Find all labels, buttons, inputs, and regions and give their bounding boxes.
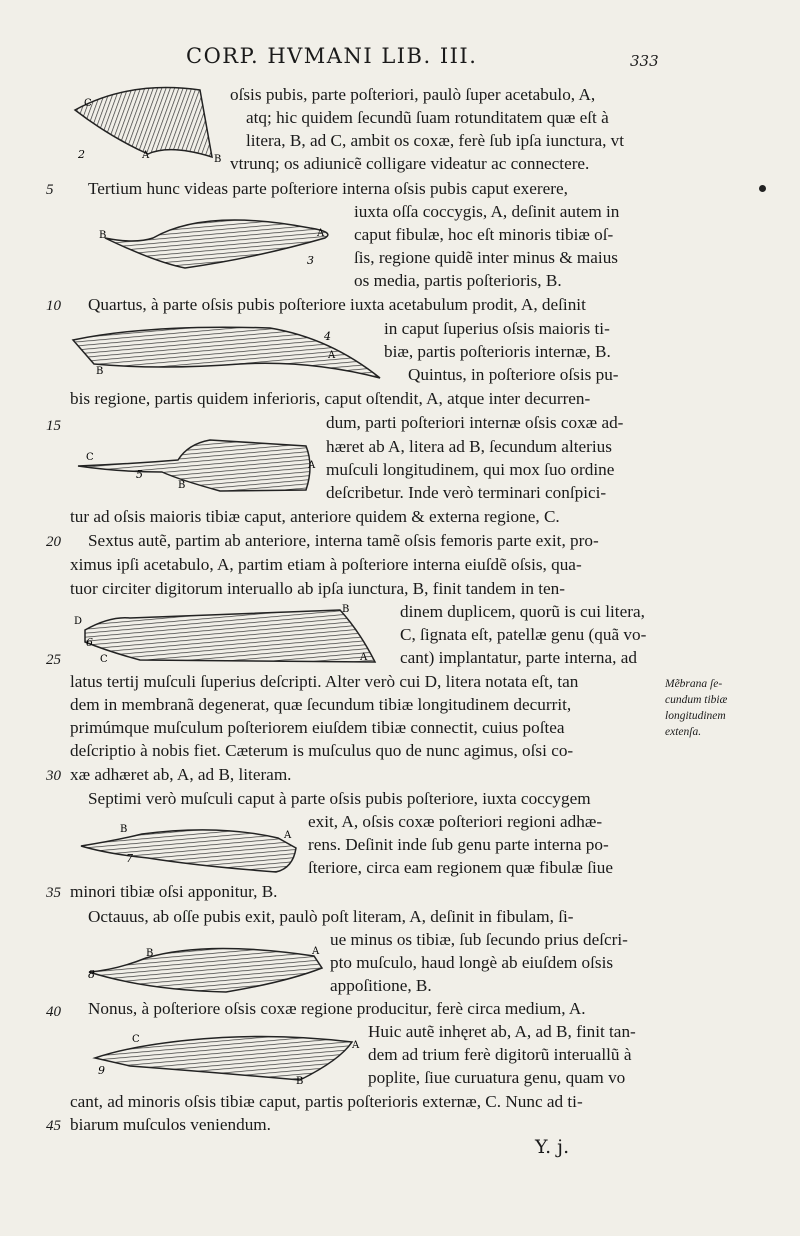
fig-label: B (178, 480, 186, 491)
text-line: exit, A, oſsis coxæ poſteriori regioni adhæ- (308, 812, 603, 831)
fig-label: A (360, 652, 368, 663)
running-header: CORP. HVMANI LIB. III. (186, 44, 478, 68)
text-line: appoſitione, B. (330, 976, 432, 995)
fig-number: 5 (136, 468, 143, 481)
text-line: Nonus, à poſteriore oſsis coxæ regione producitur, ferè circa medium, A. (88, 999, 586, 1018)
text-line: hæret ab A, litera ad B, ſecundum alterius (326, 437, 612, 456)
muscle-3-woodcut (95, 208, 340, 278)
ink-spot (759, 185, 766, 192)
margin-note (665, 676, 727, 740)
line-number: 35 (46, 885, 61, 901)
text-line: os media, partis poſterioris, B. (354, 271, 562, 290)
fig-number: 9 (98, 1064, 105, 1077)
margin-note-line: extenſa. (665, 726, 702, 738)
text-line: cant, ad minoris oſsis tibiæ caput, partis poſterioris externæ, C. Nunc ad ti- (70, 1092, 583, 1111)
fig-label: A (312, 946, 320, 957)
fig-number: 3 (307, 254, 314, 267)
margin-note-line: cundum tibiæ (665, 694, 728, 706)
text-line: iuxta oſſa coccygis, A, deſinit autem in (354, 202, 620, 221)
text-line: tuor circiter digitorum interuallo ab ipſa iunctura, B, finit tandem in ten- (70, 579, 565, 598)
text-line: Septimi verò muſculi caput à parte oſsis pubis poſteriore, iuxta coccygem (88, 789, 591, 808)
text-line: ſteriore, circa eam regionem quæ fibulæ ſiue (308, 858, 613, 877)
line-number: 10 (46, 298, 61, 314)
text-line: rens. Deſinit inde ſub genu parte interna po- (308, 835, 609, 854)
muscle-9-woodcut (90, 1028, 365, 1086)
muscle-8-woodcut (86, 940, 326, 998)
text-line: C, ſignata eſt, patellæ genu (quã vo- (400, 625, 647, 644)
line-number: 5 (46, 182, 54, 198)
text-line: dinem duplicem, quorũ is cui litera, (400, 602, 645, 621)
line-number: 15 (46, 418, 61, 434)
text-line: ſis, regione quidẽ inter minus & maius (354, 248, 618, 267)
muscle-4-woodcut (70, 318, 385, 382)
fig-label: B (342, 604, 350, 615)
fig-label: A (317, 228, 325, 239)
fig-number: 7 (126, 852, 133, 865)
fig-label: A (284, 830, 292, 841)
text-line: ximus ipſi acetabulo, A, partim etiam à poſteriore interna eiuſdẽ oſsis, qua- (70, 555, 582, 574)
fig-number: 8 (88, 968, 95, 981)
text-line: Tertium hunc videas parte poſteriore interna oſsis pubis caput exerere, (88, 179, 568, 198)
text-line: xæ adhæret ab, A, ad B, literam. (70, 765, 292, 784)
muscle-7-woodcut (78, 820, 300, 878)
fig-label: A (142, 150, 150, 161)
text-line: tur ad oſsis maioris tibiæ caput, anteriore quidem & externa regione, C. (70, 507, 560, 526)
text-line: vtrunq; os adiunicẽ colligare videatur ac connectere. (230, 154, 590, 173)
fig-label: D (74, 616, 83, 627)
line-number: 20 (46, 534, 61, 550)
text-line: dem ad trium ferè digitorũ interuallũ à (368, 1045, 632, 1064)
text-line: biæ, partis poſterioris internæ, B. (384, 342, 611, 361)
line-number: 40 (46, 1004, 61, 1020)
fig-label: A (308, 460, 316, 471)
muscle-5-woodcut (70, 436, 320, 498)
text-line: dum, parti poſteriori internæ oſsis coxæ ad- (326, 413, 624, 432)
text-line: bis regione, partis quidem inferioris, caput oſtendit, A, atque inter decurren- (70, 389, 591, 408)
muscle-6-woodcut (70, 602, 380, 670)
line-number: 25 (46, 652, 61, 668)
fig-number: 2 (78, 148, 85, 161)
margin-note-line: Mẽbrana ſe- (665, 678, 723, 690)
text-line: Quintus, in poſteriore oſsis pu- (408, 365, 619, 384)
line-number: 30 (46, 768, 61, 784)
text-line: minori tibiæ oſsi apponitur, B. (70, 882, 278, 901)
text-line: dem in membranã degenerat, quæ ſecundum tibiæ longitudinem decurrit, (70, 695, 572, 714)
signature-mark: Y. j. (535, 1136, 570, 1158)
text-line: Sextus autẽ, partim ab anteriore, interna tamẽ oſsis femoris parte exit, pro- (88, 531, 599, 550)
text-line: biarum muſculos veniendum. (70, 1115, 271, 1134)
fig-label: B (146, 948, 154, 959)
fig-label: A (352, 1040, 360, 1051)
text-line: pto muſculo, haud longè ab eiuſdem oſsis (330, 953, 614, 972)
text-line: poplite, ſiue curuatura genu, quam vo (368, 1068, 626, 1087)
fig-label: B (96, 366, 104, 377)
fig-number: 6 (86, 636, 93, 649)
text-line: atq; hic quidem ſecundũ ſuam rotunditatem quæ eſt à (246, 108, 609, 127)
text-line: deſcriptio à nobis fiet. Cæterum is muſculus quo de nunc agimus, oſsi co- (70, 741, 574, 760)
fig-label: B (296, 1076, 304, 1086)
text-line: caput fibulæ, hoc eſt minoris tibiæ oſ- (354, 225, 614, 244)
fig-number: 4 (324, 330, 331, 343)
text-line: deſcribetur. Inde verò terminari conſpici- (326, 483, 607, 502)
text-line: litera, B, ad C, ambit os coxæ, ferè ſub ipſa iunctura, vt (246, 131, 625, 150)
line-number: 45 (46, 1118, 61, 1134)
text-line: ue minus os tibiæ, ſub ſecundo prius deſcri- (330, 930, 628, 949)
muscle-2-woodcut (70, 82, 230, 172)
text-line: Huic autẽ inhęret ab, A, ad B, finit tan- (368, 1022, 636, 1041)
text-line: oſsis pubis, parte poſteriori, paulò ſuper acetabulo, A, (230, 85, 596, 104)
text-line: cant) implantatur, parte interna, ad (400, 648, 637, 667)
fig-label: A (328, 350, 336, 361)
fig-label: C (100, 654, 108, 665)
text-line: Octauus, ab oſſe pubis exit, paulò poſt literam, A, deſinit in fibulam, ſi- (88, 907, 574, 926)
fig-label: C (84, 98, 92, 109)
margin-note-line: longitudinem (665, 710, 726, 722)
page-number: 333 (630, 52, 659, 70)
text-line: latus tertij muſculi ſuperius deſcripti. Alter verò cui D, litera notata eſt, tan (70, 672, 579, 691)
fig-label: B (214, 154, 222, 165)
text-line: muſculi longitudinem, qui mox ſuo ordine (326, 460, 615, 479)
text-line: Quartus, à parte oſsis pubis poſteriore iuxta acetabulum prodit, A, deſinit (88, 295, 586, 314)
fig-label: B (120, 824, 128, 835)
text-line: in caput ſuperius oſsis maioris ti- (384, 319, 610, 338)
fig-label: B (99, 230, 107, 241)
fig-label: C (132, 1034, 140, 1045)
fig-label: C (86, 452, 94, 463)
text-line: primúmque muſculum poſteriorem eiuſdem tibiæ connectit, cuius poſtea (70, 718, 565, 737)
